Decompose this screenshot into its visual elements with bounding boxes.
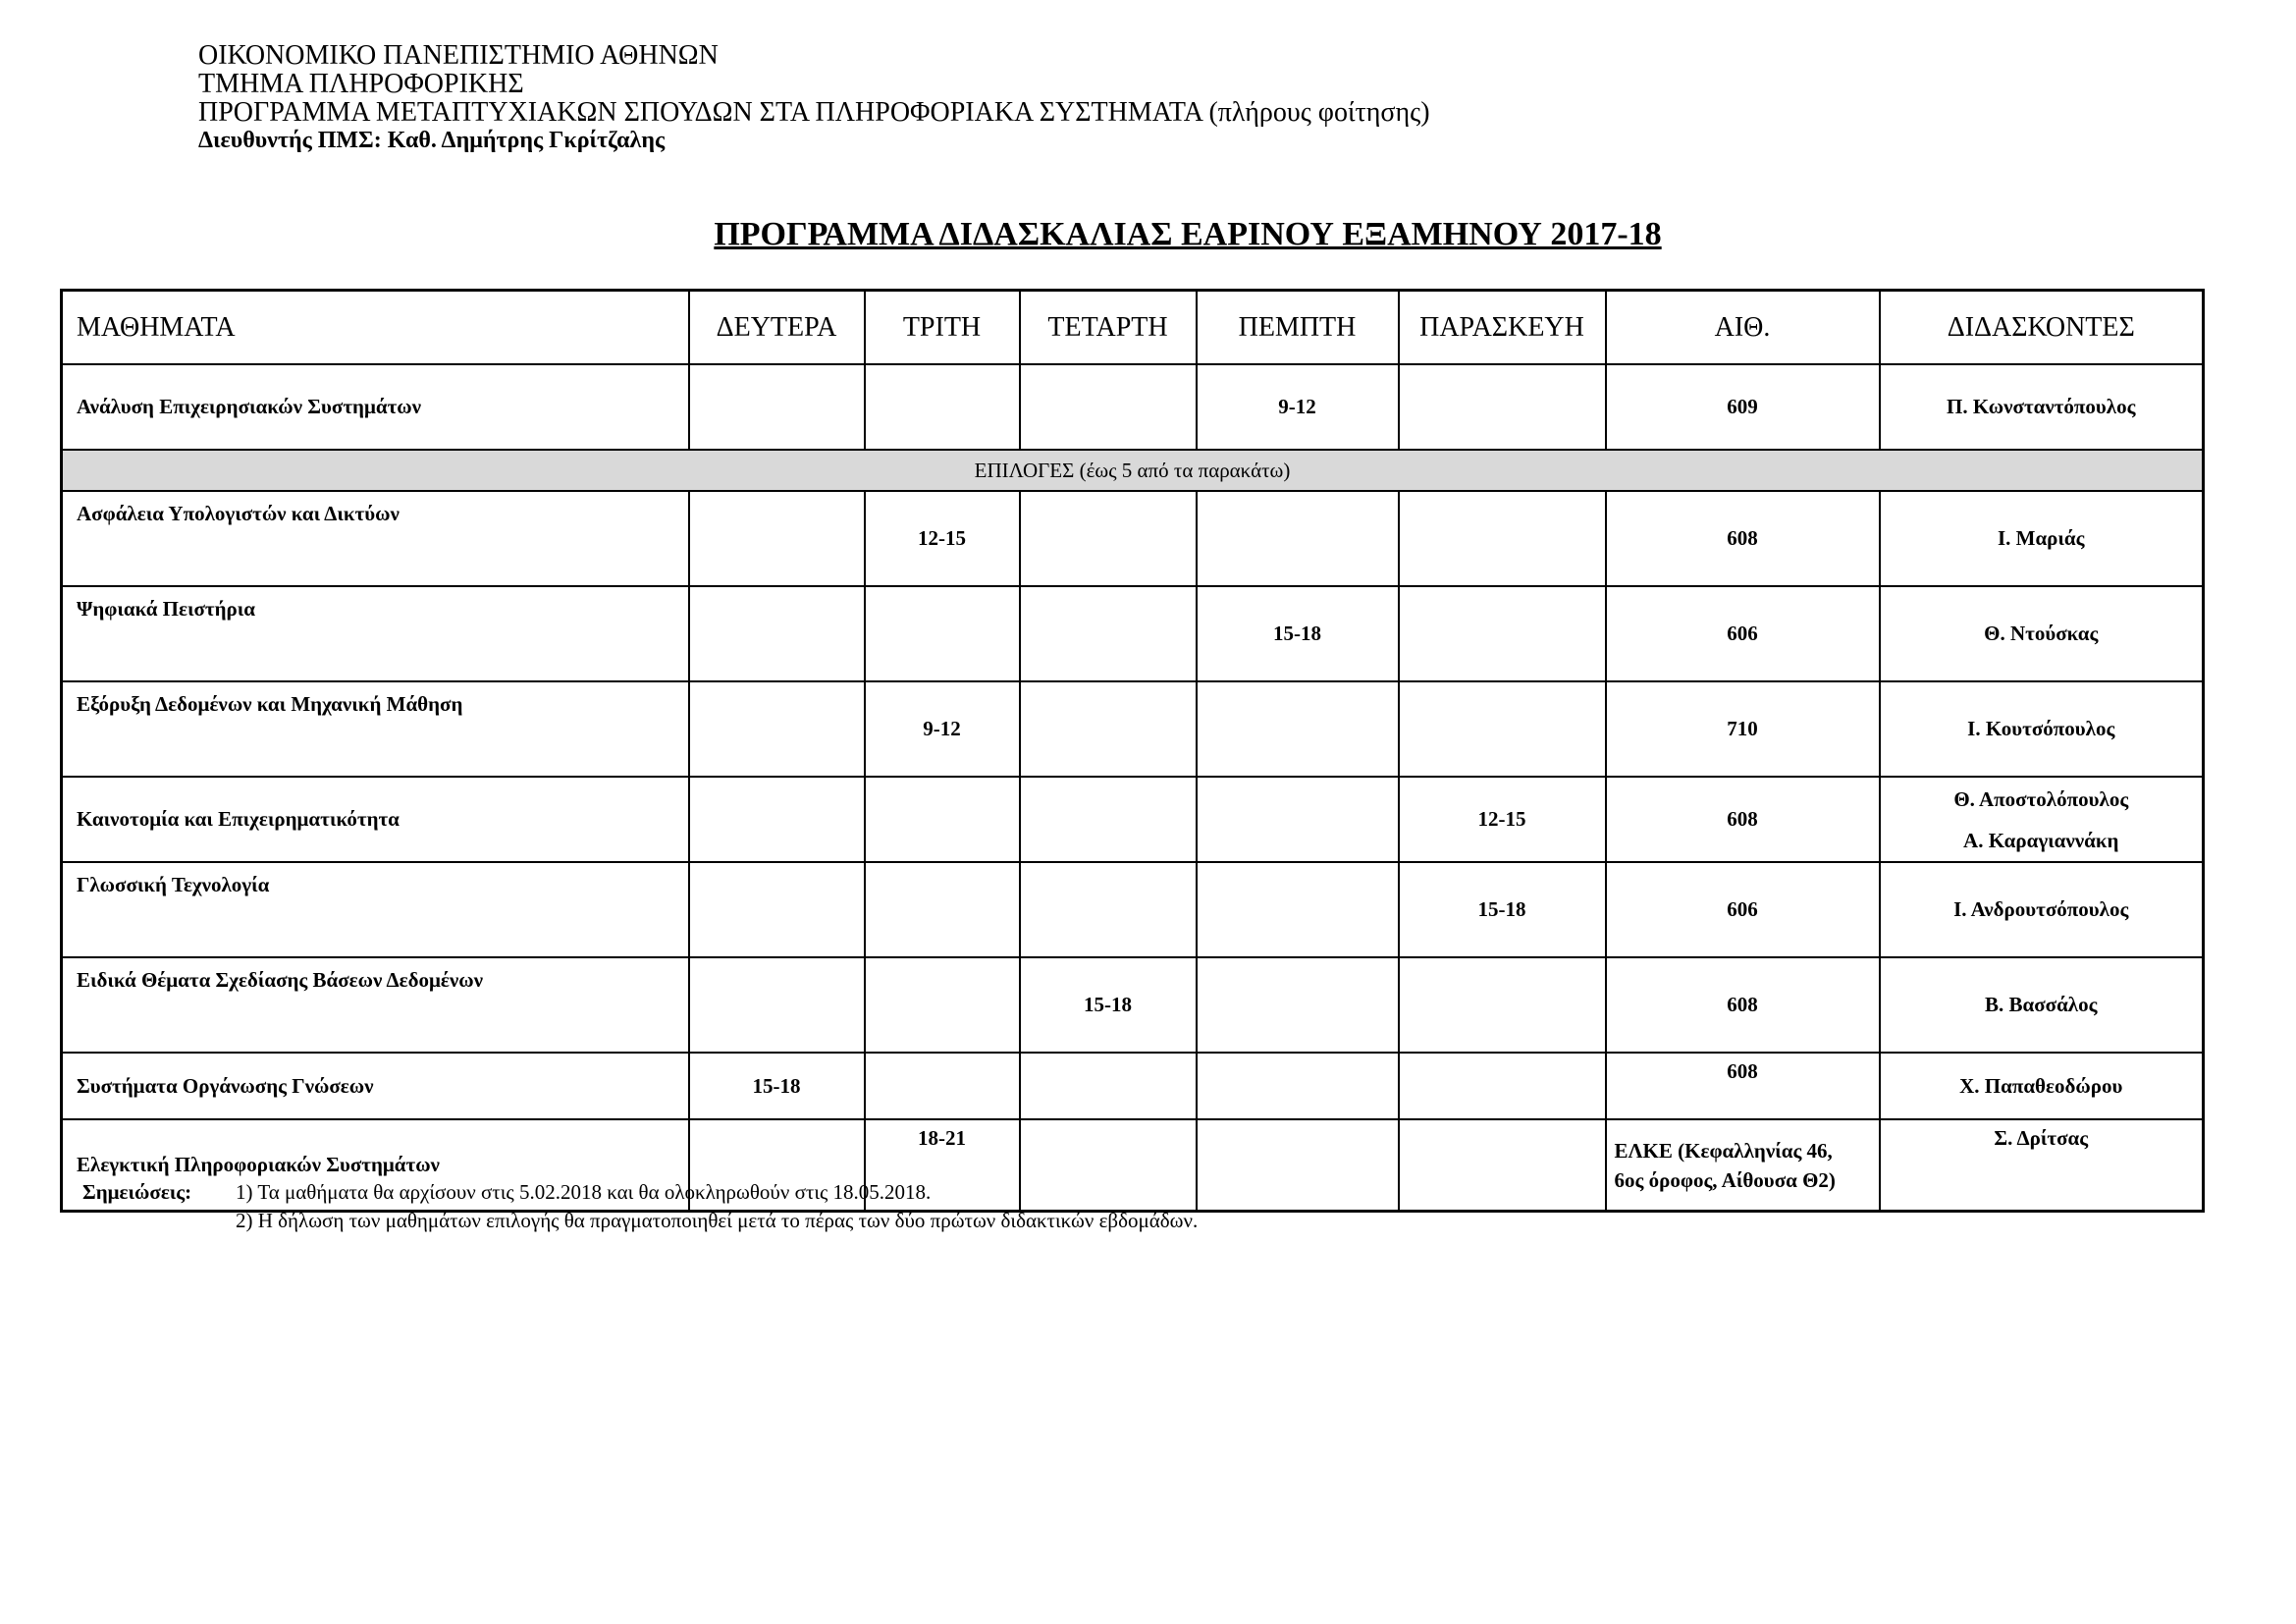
table-row: [62, 862, 2204, 957]
room-line: 6ος όροφος, Αίθουσα Θ2): [1614, 1167, 1836, 1192]
electives-row: [62, 450, 2204, 491]
cell-tuesday: [865, 777, 1020, 862]
cell-thursday: 15-18: [1197, 586, 1399, 681]
header-courses: ΜΑΘΗΜΑΤΑ: [62, 291, 689, 365]
cell-monday: [689, 681, 865, 777]
cell-wednesday: [1020, 1053, 1197, 1119]
cell-thursday: [1197, 777, 1399, 862]
cell-friday: 15-18: [1399, 862, 1606, 957]
schedule-table: [60, 289, 2205, 1213]
cell-instructor: Θ. Ντούσκας: [1880, 586, 2204, 681]
cell-thursday: 9-12: [1197, 364, 1399, 450]
cell-room: 608: [1606, 957, 1880, 1053]
cell-instructor: [1880, 777, 2204, 862]
note-item: 1) Τα μαθήματα θα αρχίσουν στις 5.02.2018 και θα ολοκληρωθούν στις 18.05.2018.: [236, 1180, 932, 1204]
header-friday: ΠΑΡΑΣΚΕΥΗ: [1399, 291, 1606, 365]
cell-thursday: [1197, 862, 1399, 957]
cell-monday: [689, 957, 865, 1053]
header-instructors: ΔΙΔΑΣΚΟΝΤΕΣ: [1880, 291, 2204, 365]
cell-room: 710: [1606, 681, 1880, 777]
table-row: [62, 364, 2204, 450]
cell-friday: [1399, 1053, 1606, 1119]
table-row: [62, 1053, 2204, 1119]
cell-friday: [1399, 681, 1606, 777]
course-name: Ειδικά Θέματα Σχεδίασης Βάσεων Δεδομένων: [62, 957, 689, 1053]
cell-friday: [1399, 1119, 1606, 1212]
cell-thursday: [1197, 957, 1399, 1053]
cell-monday: [689, 364, 865, 450]
cell-wednesday: [1020, 491, 1197, 586]
cell-wednesday: [1020, 681, 1197, 777]
cell-thursday: [1197, 491, 1399, 586]
department-name: ΤΜΗΜΑ ΠΛΗΡΟΦΟΡΙΚΗΣ: [198, 69, 524, 99]
cell-room: 606: [1606, 586, 1880, 681]
cell-tuesday: [865, 1053, 1020, 1119]
program-director: Διευθυντής ΠΜΣ: Καθ. Δημήτρης Γκρίτζαλης: [198, 128, 666, 153]
cell-room: 608: [1606, 1053, 1880, 1119]
course-name: Εξόρυξη Δεδομένων και Μηχανική Μάθηση: [62, 681, 689, 777]
cell-monday: [689, 491, 865, 586]
document-header: [198, 41, 1430, 155]
cell-monday: [689, 586, 865, 681]
course-name: Γλωσσική Τεχνολογία: [62, 862, 689, 957]
cell-tuesday: [865, 364, 1020, 450]
program-title: ΠΡΟΓΡΑΜΜΑ ΜΕΤΑΠΤΥΧΙΑΚΩΝ ΣΠΟΥΔΩΝ ΣΤΑ ΠΛΗΡΟΦΟΡΙΑΚΑ ΣΥΣΤΗΜΑΤΑ: [198, 97, 1202, 128]
course-name: Ανάλυση Επιχειρησιακών Συστημάτων: [62, 364, 689, 450]
header-monday: ΔΕΥΤΕΡΑ: [689, 291, 865, 365]
cell-instructor: Ι. Κουτσόπουλος: [1880, 681, 2204, 777]
cell-wednesday: [1020, 586, 1197, 681]
cell-thursday: [1197, 1119, 1399, 1212]
cell-thursday: [1197, 681, 1399, 777]
cell-room: [1606, 1119, 1880, 1212]
notes-label: Σημειώσεις:: [82, 1180, 192, 1204]
schedule-title: ΠΡΟΓΡΑΜΜΑ ΔΙΔΑΣΚΑΛΙΑΣ ΕΑΡΙΝΟΥ ΕΞΑΜΗΝΟΥ 2017-18: [714, 216, 1662, 252]
table-row: [62, 586, 2204, 681]
header-room: ΑΙΘ.: [1606, 291, 1880, 365]
cell-friday: [1399, 491, 1606, 586]
course-name: Ασφάλεια Υπολογιστών και Δικτύων: [62, 491, 689, 586]
cell-wednesday: [1020, 777, 1197, 862]
cell-friday: [1399, 586, 1606, 681]
cell-instructor: Σ. Δρίτσας: [1880, 1119, 2204, 1212]
table-row: [62, 957, 2204, 1053]
cell-monday: [689, 862, 865, 957]
cell-friday: 12-15: [1399, 777, 1606, 862]
cell-instructor: Β. Βασσάλος: [1880, 957, 2204, 1053]
cell-wednesday: [1020, 364, 1197, 450]
cell-tuesday: [865, 957, 1020, 1053]
cell-wednesday: [1020, 862, 1197, 957]
cell-instructor: Ι. Ανδρουτσόπουλος: [1880, 862, 2204, 957]
cell-monday: 15-18: [689, 1053, 865, 1119]
cell-tuesday: 9-12: [865, 681, 1020, 777]
header-thursday: ΠΕΜΠΤΗ: [1197, 291, 1399, 365]
cell-tuesday: 12-15: [865, 491, 1020, 586]
table-row: [62, 681, 2204, 777]
course-name: Καινοτομία και Επιχειρηματικότητα: [62, 777, 689, 862]
room-line: ΕΛΚΕ (Κεφαλληνίας 46,: [1614, 1138, 1833, 1163]
header-tuesday: ΤΡΙΤΗ: [865, 291, 1020, 365]
cell-tuesday: [865, 586, 1020, 681]
program-mode: (πλήρους φοίτησης): [1208, 97, 1430, 128]
cell-friday: [1399, 364, 1606, 450]
notes-list: [236, 1178, 1198, 1235]
cell-room: 608: [1606, 777, 1880, 862]
cell-instructor: Π. Κωνσταντόπουλος: [1880, 364, 2204, 450]
note-item: 2) Η δήλωση των μαθημάτων επιλογής θα πραγματοποιηθεί μετά το πέρας των δύο πρώτων διδακτικών εβδομάδων.: [236, 1209, 1199, 1232]
cell-room: 609: [1606, 364, 1880, 450]
cell-monday: [689, 777, 865, 862]
course-name: Συστήματα Οργάνωσης Γνώσεων: [62, 1053, 689, 1119]
electives-label: ΕΠΙΛΟΓΕΣ (έως 5 από τα παρακάτω): [62, 450, 2204, 491]
table-row: [62, 777, 2204, 862]
program-name: [198, 98, 1430, 127]
instructor-name: Α. Καραγιαννάκη: [1963, 828, 2119, 852]
cell-thursday: [1197, 1053, 1399, 1119]
university-name: ΟΙΚΟΝΟΜΙΚΟ ΠΑΝΕΠΙΣΤΗΜΙΟ ΑΘΗΝΩΝ: [198, 40, 719, 71]
cell-wednesday: 15-18: [1020, 957, 1197, 1053]
cell-room: 606: [1606, 862, 1880, 957]
course-name: Ελεγκτική Πληροφοριακών Συστημάτων: [62, 1119, 689, 1212]
course-name: Ψηφιακά Πειστήρια: [62, 586, 689, 681]
instructor-name: Θ. Αποστολόπουλος: [1953, 786, 2129, 811]
table-header-row: [62, 291, 2204, 365]
cell-tuesday: [865, 862, 1020, 957]
cell-instructor: Ι. Μαριάς: [1880, 491, 2204, 586]
cell-tuesday: 18-21: [865, 1119, 1020, 1212]
cell-friday: [1399, 957, 1606, 1053]
cell-instructor: Χ. Παπαθεοδώρου: [1880, 1053, 2204, 1119]
table-row: [62, 491, 2204, 586]
header-wednesday: ΤΕΤΑΡΤΗ: [1020, 291, 1197, 365]
cell-room: 608: [1606, 491, 1880, 586]
